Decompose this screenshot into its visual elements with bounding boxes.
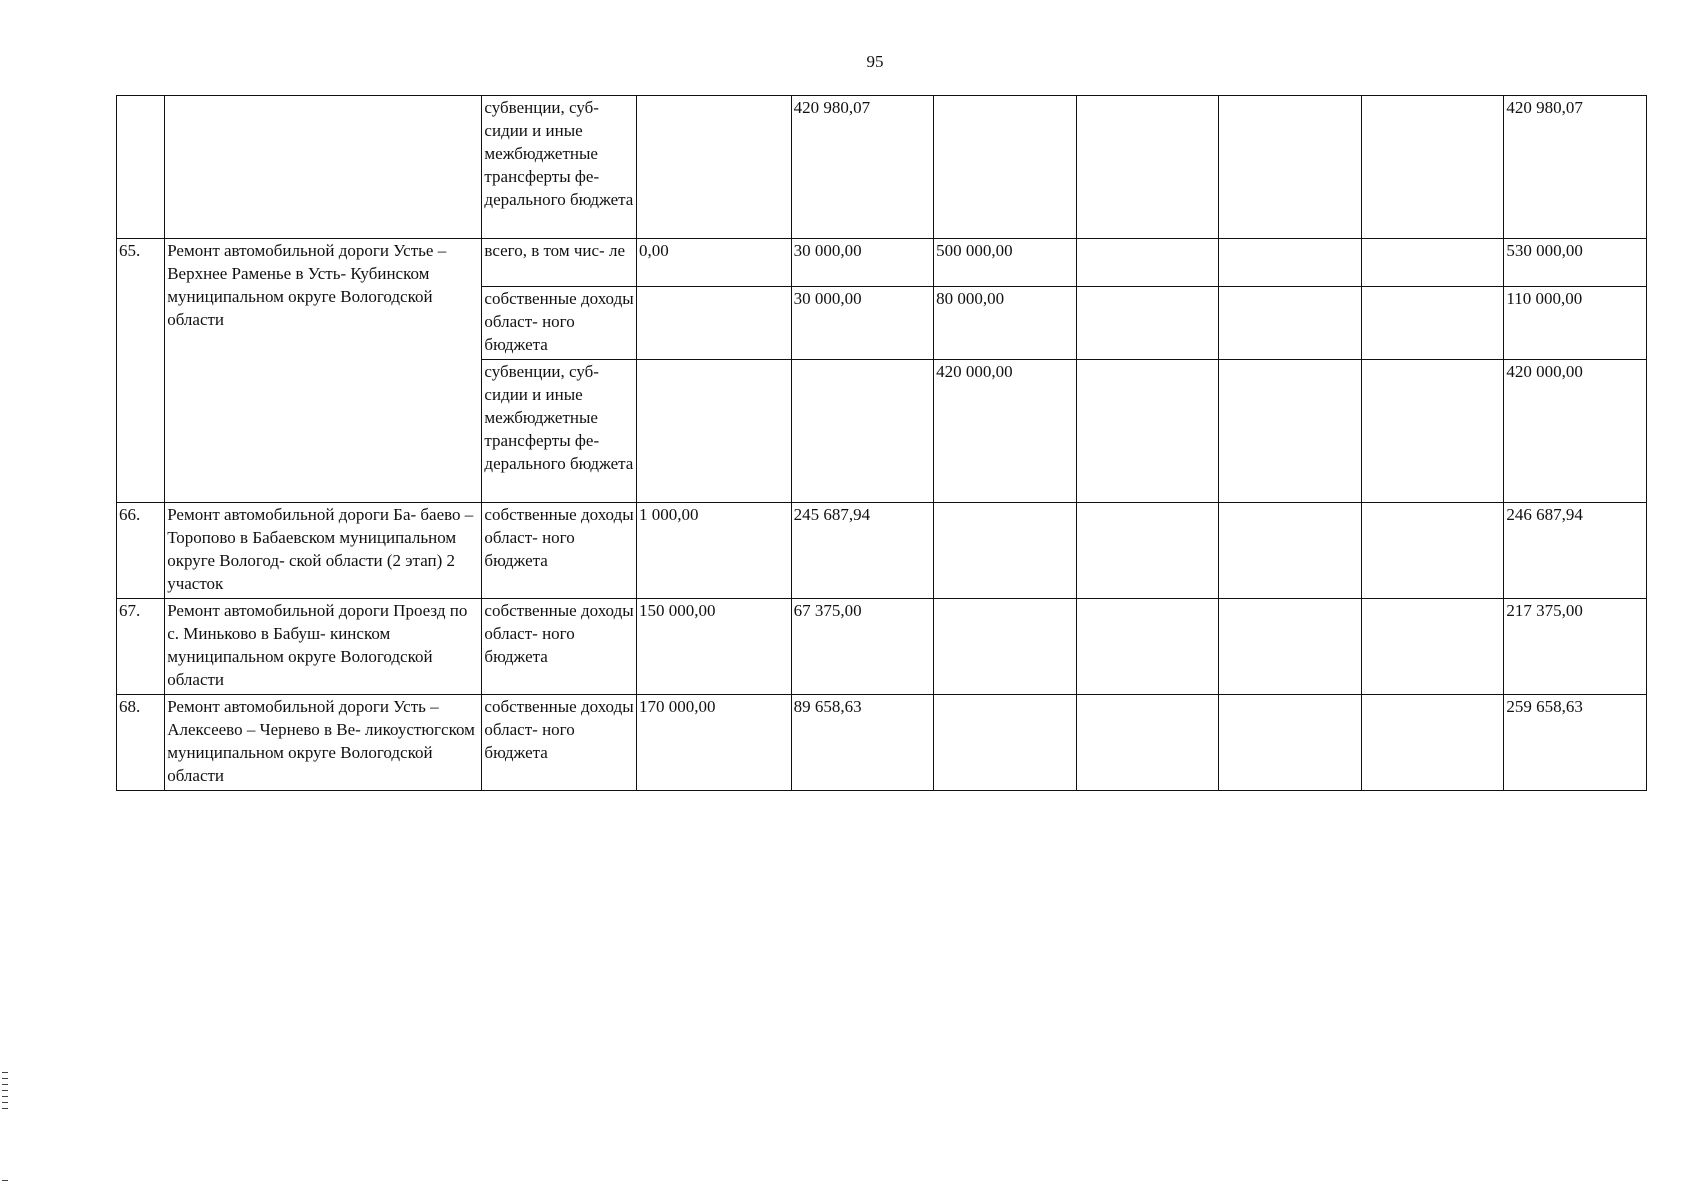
value-cell: [1361, 599, 1504, 695]
funding-source-cell: всего, в том чис- ле: [482, 239, 637, 287]
scan-mark: [2, 1072, 8, 1073]
table-row: [117, 239, 1647, 287]
value-cell: [1219, 239, 1362, 287]
budget-table: [116, 95, 1647, 791]
value-cell: 500 000,00: [934, 239, 1077, 287]
value-cell: [637, 96, 792, 239]
object-name-cell: [165, 96, 482, 239]
scan-mark: [2, 1090, 8, 1091]
value-cell: [934, 503, 1077, 599]
value-cell: 420 980,07: [791, 96, 934, 239]
value-cell: [1076, 96, 1219, 239]
scan-mark: [2, 1108, 8, 1109]
value-cell: [1361, 695, 1504, 791]
row-number-cell: 67.: [117, 599, 165, 695]
total-cell: 420 980,07: [1504, 96, 1647, 239]
row-number-cell: 66.: [117, 503, 165, 599]
value-cell: [1361, 360, 1504, 503]
funding-source-cell: субвенции, суб- сидии и иные межбюджетные трансферты фе- дерального бюджета: [482, 360, 637, 503]
value-cell: [1219, 360, 1362, 503]
total-cell: 420 000,00: [1504, 360, 1647, 503]
scan-mark: [2, 1102, 8, 1103]
value-cell: [1219, 599, 1362, 695]
value-cell: 89 658,63: [791, 695, 934, 791]
scan-mark: [2, 1180, 8, 1181]
value-cell: 420 000,00: [934, 360, 1077, 503]
value-cell: 150 000,00: [637, 599, 792, 695]
value-cell: [934, 695, 1077, 791]
total-cell: 110 000,00: [1504, 287, 1647, 360]
row-number-cell: 68.: [117, 695, 165, 791]
value-cell: [637, 360, 792, 503]
object-name-cell: Ремонт автомобильной дороги Усть – Алексеево – Чернево в Ве- ликоустюгском муниципальном округе Вологодской области: [165, 695, 482, 791]
value-cell: [1219, 503, 1362, 599]
value-cell: [934, 599, 1077, 695]
table-row: [117, 599, 1647, 695]
value-cell: 30 000,00: [791, 287, 934, 360]
table-row: [117, 695, 1647, 791]
value-cell: 80 000,00: [934, 287, 1077, 360]
total-cell: 217 375,00: [1504, 599, 1647, 695]
funding-source-cell: собственные доходы област- ного бюджета: [482, 695, 637, 791]
value-cell: [934, 96, 1077, 239]
value-cell: [1076, 360, 1219, 503]
value-cell: 170 000,00: [637, 695, 792, 791]
funding-source-cell: субвенции, суб- сидии и иные межбюджетные трансферты фе- дерального бюджета: [482, 96, 637, 239]
scan-mark: [2, 1096, 8, 1097]
funding-source-cell: собственные доходы област- ного бюджета: [482, 599, 637, 695]
scan-mark: [2, 1078, 8, 1079]
value-cell: 1 000,00: [637, 503, 792, 599]
value-cell: [1076, 599, 1219, 695]
value-cell: [1076, 239, 1219, 287]
value-cell: 30 000,00: [791, 239, 934, 287]
value-cell: [637, 287, 792, 360]
value-cell: [1219, 695, 1362, 791]
value-cell: [1076, 695, 1219, 791]
value-cell: [1361, 239, 1504, 287]
value-cell: [1219, 287, 1362, 360]
funding-source-cell: собственные доходы област- ного бюджета: [482, 503, 637, 599]
page-number: 95: [866, 52, 884, 71]
table-row: [117, 503, 1647, 599]
total-cell: 246 687,94: [1504, 503, 1647, 599]
value-cell: [791, 360, 934, 503]
object-name-cell: Ремонт автомобильной дороги Ба- баево – Торопово в Бабаевском муниципальном округе Вологод- ской области (2 этап) 2 участок: [165, 503, 482, 599]
row-number-cell: 65.: [117, 239, 165, 503]
value-cell: 67 375,00: [791, 599, 934, 695]
value-cell: 245 687,94: [791, 503, 934, 599]
value-cell: [1361, 96, 1504, 239]
value-cell: 0,00: [637, 239, 792, 287]
table-row: [117, 96, 1647, 239]
value-cell: [1361, 503, 1504, 599]
value-cell: [1361, 287, 1504, 360]
total-cell: 530 000,00: [1504, 239, 1647, 287]
funding-source-cell: собственные доходы област- ного бюджета: [482, 287, 637, 360]
value-cell: [1076, 503, 1219, 599]
scan-mark: [2, 1084, 8, 1085]
total-cell: 259 658,63: [1504, 695, 1647, 791]
value-cell: [1076, 287, 1219, 360]
object-name-cell: Ремонт автомобильной дороги Проезд по с. Миньково в Бабуш- кинском муниципальном округе Вологодской области: [165, 599, 482, 695]
row-number-cell: [117, 96, 165, 239]
value-cell: [1219, 96, 1362, 239]
object-name-cell: Ремонт автомобильной дороги Устье – Верхнее Раменье в Усть- Кубинском муниципальном округе Вологодской области: [165, 239, 482, 503]
